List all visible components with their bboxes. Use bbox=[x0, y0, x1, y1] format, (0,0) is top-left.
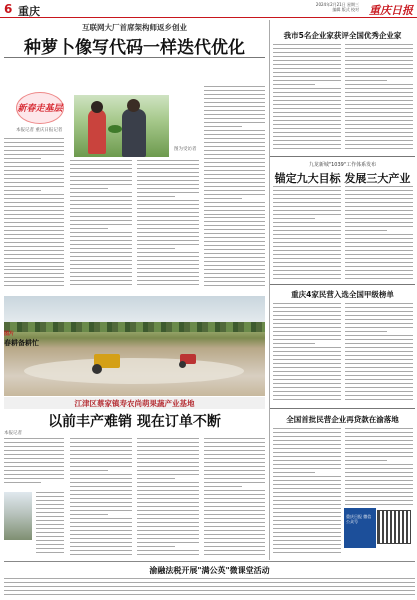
qr-code-icon[interactable] bbox=[377, 510, 411, 544]
story3-text-col-2 bbox=[345, 303, 413, 405]
newspaper-logo: 重庆日报 bbox=[369, 4, 413, 17]
story2-text-col-1 bbox=[273, 186, 341, 282]
feature-photo-farmers bbox=[74, 95, 169, 157]
story4-text-col-1 bbox=[273, 428, 341, 558]
date-text: 2024年2月21日 星期三 bbox=[315, 2, 359, 7]
divider bbox=[4, 57, 265, 58]
left-column bbox=[4, 20, 265, 560]
top-headline: 种萝卜像写代码一样迭代优化 bbox=[24, 38, 245, 58]
article-text-col-3 bbox=[137, 160, 199, 290]
story1-headline: 我市5名企业家获评全国优秀企业家 bbox=[283, 31, 402, 40]
mid-text-col-1 bbox=[4, 438, 64, 488]
photo-caption: 图为受访者 bbox=[174, 147, 197, 152]
article-text-col-4 bbox=[204, 86, 265, 290]
person-figure bbox=[122, 109, 146, 157]
page-section-name: 重庆 bbox=[18, 5, 40, 18]
farmland-photo bbox=[4, 296, 265, 396]
page-number: 6 bbox=[4, 2, 13, 16]
mid-headline: 以前丰产难销 现在订单不断 bbox=[48, 414, 221, 430]
bottom-headline: 渝融法税开展"满公英"微课堂活动 bbox=[4, 561, 415, 575]
tree-line bbox=[4, 322, 265, 332]
article-text-col-1 bbox=[4, 138, 64, 290]
article-text-col-2 bbox=[70, 160, 132, 290]
tractor-wheel bbox=[92, 364, 102, 374]
story1-text-col-1 bbox=[273, 44, 341, 154]
spring-feature-logo bbox=[16, 92, 64, 124]
photo-title: 春耕备耕忙 bbox=[4, 339, 39, 347]
story4-headline: 全国首批民营企业再贷款在渝落地 bbox=[286, 415, 399, 424]
tractor-wheel bbox=[179, 361, 186, 368]
bottom-text bbox=[4, 578, 415, 598]
mid-text-col-1b bbox=[36, 492, 64, 560]
story2-kicker: 九龙新城"1039"工作体系发布 bbox=[308, 162, 377, 168]
person-head bbox=[91, 101, 103, 113]
masthead bbox=[0, 0, 417, 18]
story1-text-col-2 bbox=[345, 44, 413, 154]
person-figure bbox=[88, 109, 106, 154]
editor-text: 编辑 版式 校对 bbox=[332, 7, 359, 12]
byline: 本报记者 重庆日报记者 bbox=[16, 128, 63, 133]
story2-text-col-2 bbox=[345, 186, 413, 282]
story4-text-col-2 bbox=[345, 428, 413, 508]
date-line bbox=[316, 2, 359, 12]
mid-text-col-4 bbox=[204, 438, 265, 560]
person-head bbox=[127, 99, 140, 112]
photo-label: 图片 bbox=[4, 331, 15, 337]
mid-text-col-2 bbox=[70, 438, 132, 560]
story3-headline: 重庆4家民营入选全国甲级榜单 bbox=[291, 290, 394, 299]
right-column bbox=[269, 20, 415, 560]
story2-headline: 锚定九大目标 发展三大产业 bbox=[274, 172, 411, 185]
logo-text: 新春走基层 bbox=[17, 104, 63, 114]
story3-text-col-1 bbox=[273, 303, 341, 405]
radish-leaf bbox=[108, 125, 122, 133]
portrait-photo bbox=[4, 492, 32, 540]
mid-byline: 本报记者 bbox=[4, 431, 22, 436]
divider bbox=[270, 284, 415, 285]
qr-promo-label: 重庆日报 微信公众号 bbox=[346, 514, 372, 524]
mid-text-col-3 bbox=[137, 438, 199, 560]
mid-kicker: 江津区蔡家镇寿农尚萌果蔬产业基地 bbox=[74, 399, 195, 408]
divider bbox=[270, 156, 415, 157]
flooded-field bbox=[24, 358, 244, 384]
top-kicker: 互联网大厂首席架构师返乡创业 bbox=[82, 23, 187, 32]
divider bbox=[270, 408, 415, 409]
